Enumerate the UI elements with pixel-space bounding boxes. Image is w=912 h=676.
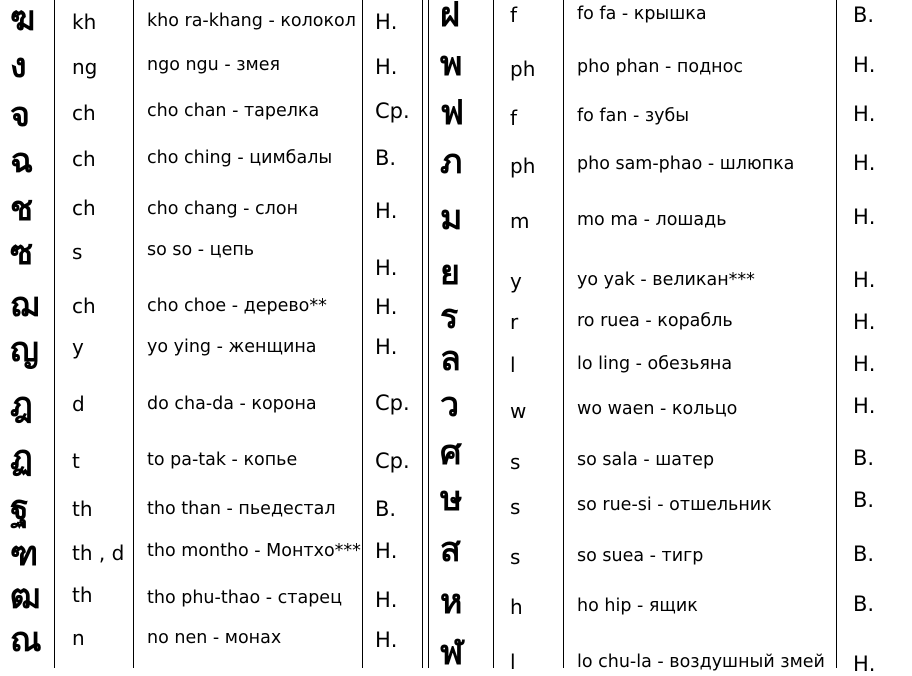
letter-name: no nen - монах bbox=[147, 628, 282, 648]
transliteration: th bbox=[72, 497, 93, 521]
consonant-class: Н. bbox=[375, 539, 398, 563]
thai-letter: ษ bbox=[440, 479, 463, 519]
transliteration: m bbox=[510, 209, 530, 233]
consonant-class: Н. bbox=[853, 652, 876, 676]
thai-letter: ฎ bbox=[10, 385, 33, 425]
letter-name: cho choe - дерево** bbox=[147, 296, 327, 316]
thai-letter: ฆ bbox=[10, 0, 36, 39]
letter-name: to pa-tak - копье bbox=[147, 450, 298, 470]
thai-letter: ม bbox=[440, 198, 463, 238]
consonant-class: В. bbox=[853, 3, 875, 27]
consonant-class: В. bbox=[853, 542, 875, 566]
transliteration: n bbox=[72, 626, 85, 650]
thai-letter: พ bbox=[440, 44, 463, 84]
thai-letter: ง bbox=[10, 46, 27, 86]
consonant-class: В. bbox=[853, 488, 875, 512]
transliteration: t bbox=[72, 449, 80, 473]
thai-letter: ย bbox=[440, 253, 460, 293]
column-divider bbox=[362, 0, 363, 668]
transliteration: y bbox=[72, 335, 84, 359]
transliteration: ph bbox=[510, 57, 536, 81]
thai-letter: ฐ bbox=[10, 488, 29, 528]
letter-name: cho ching - цимбалы bbox=[147, 148, 333, 168]
transliteration: l bbox=[510, 353, 516, 377]
column-divider bbox=[493, 0, 494, 668]
consonant-class: В. bbox=[853, 446, 875, 470]
transliteration: h bbox=[510, 595, 523, 619]
thai-letter: ณ bbox=[10, 620, 42, 660]
thai-letter: ฟ bbox=[440, 93, 465, 133]
transliteration: s bbox=[510, 495, 521, 519]
letter-name: lo chu-la - воздушный змей bbox=[577, 652, 825, 672]
transliteration: th , d bbox=[72, 541, 125, 565]
consonant-class: Н. bbox=[853, 205, 876, 229]
consonant-class: Н. bbox=[375, 295, 398, 319]
table-divider bbox=[422, 0, 423, 668]
transliteration: d bbox=[72, 392, 85, 416]
consonant-class: Н. bbox=[853, 102, 876, 126]
letter-name: mo ma - лошадь bbox=[577, 210, 727, 230]
transliteration: ch bbox=[72, 147, 96, 171]
consonant-class: Н. bbox=[853, 268, 876, 292]
consonant-class: Н. bbox=[375, 335, 398, 359]
thai-letter: ว bbox=[440, 385, 460, 425]
thai-letter: ร bbox=[440, 297, 459, 337]
transliteration: ch bbox=[72, 294, 96, 318]
transliteration: kh bbox=[72, 10, 97, 34]
letter-name: fo fan - зубы bbox=[577, 106, 690, 126]
thai-letter: ส bbox=[440, 530, 461, 570]
transliteration: s bbox=[510, 450, 521, 474]
thai-letter: ช bbox=[10, 189, 34, 229]
thai-letter: ภ bbox=[440, 142, 463, 182]
consonant-class: Н. bbox=[853, 151, 876, 175]
letter-name: so sala - шатер bbox=[577, 450, 715, 470]
thai-letter: จ bbox=[10, 95, 30, 135]
consonant-class: В. bbox=[853, 592, 875, 616]
transliteration: l bbox=[510, 650, 516, 674]
consonant-class: Н. bbox=[853, 310, 876, 334]
letter-name: ro ruea - корабль bbox=[577, 311, 733, 331]
thai-letter: ฒ bbox=[10, 577, 41, 617]
letter-name: so rue-si - отшельник bbox=[577, 495, 772, 515]
transliteration: ph bbox=[510, 154, 536, 178]
transliteration: r bbox=[510, 310, 519, 334]
letter-name: do cha-da - корона bbox=[147, 394, 317, 414]
column-divider bbox=[54, 0, 55, 668]
letter-name: wo waen - кольцо bbox=[577, 399, 738, 419]
consonant-class: Ср. bbox=[375, 449, 410, 473]
consonant-class: Н. bbox=[375, 55, 398, 79]
transliteration: s bbox=[510, 545, 521, 569]
consonant-class: Н. bbox=[375, 628, 398, 652]
thai-letter: ฬ bbox=[440, 633, 464, 673]
consonant-class: Н. bbox=[853, 352, 876, 376]
consonant-class: Н. bbox=[375, 588, 398, 612]
thai-letter: ฏ bbox=[10, 438, 33, 478]
thai-letter: ฌ bbox=[10, 285, 40, 325]
thai-letter: ศ bbox=[440, 433, 462, 473]
thai-letter: ห bbox=[440, 582, 463, 622]
letter-name: tho montho - Монтхо*** bbox=[147, 541, 361, 561]
letter-name: cho chang - слон bbox=[147, 199, 299, 219]
consonant-class: Н. bbox=[853, 53, 876, 77]
consonant-class: Ср. bbox=[375, 391, 410, 415]
letter-name: kho ra-khang - колокол bbox=[147, 11, 356, 31]
transliteration: th bbox=[72, 583, 93, 607]
column-divider bbox=[133, 0, 134, 668]
column-divider bbox=[836, 0, 837, 668]
transliteration: f bbox=[510, 3, 518, 27]
transliteration: s bbox=[72, 240, 83, 264]
column-divider bbox=[563, 0, 564, 668]
transliteration: y bbox=[510, 269, 522, 293]
transliteration: ch bbox=[72, 196, 96, 220]
letter-name: tho than - пьедестал bbox=[147, 499, 336, 519]
consonant-class: Н. bbox=[375, 199, 398, 223]
thai-letter: ฝ bbox=[440, 0, 460, 35]
letter-name: pho phan - поднос bbox=[577, 57, 743, 77]
transliteration: ch bbox=[72, 101, 96, 125]
letter-name: lo ling - обезьяна bbox=[577, 354, 733, 374]
thai-letter: ฉ bbox=[10, 141, 34, 181]
letter-name: cho chan - тарелка bbox=[147, 101, 320, 121]
letter-name: yo yak - великан*** bbox=[577, 270, 755, 290]
consonant-class: Ср. bbox=[375, 99, 410, 123]
transliteration: f bbox=[510, 106, 518, 130]
letter-name: ngo ngu - змея bbox=[147, 55, 281, 75]
consonant-class: В. bbox=[375, 497, 397, 521]
consonant-class: Н. bbox=[375, 10, 398, 34]
letter-name: ho hip - ящик bbox=[577, 596, 698, 616]
letter-name: so so - цепь bbox=[147, 240, 255, 260]
thai-letter: ซ bbox=[10, 233, 34, 273]
transliteration: ng bbox=[72, 55, 98, 79]
consonant-class: Н. bbox=[853, 394, 876, 418]
letter-name: so suea - тигр bbox=[577, 546, 704, 566]
letter-name: yo ying - женщина bbox=[147, 337, 317, 357]
consonant-class: Н. bbox=[375, 256, 398, 280]
thai-letter: ล bbox=[440, 339, 461, 379]
transliteration: w bbox=[510, 399, 527, 423]
thai-letter: ญ bbox=[10, 330, 39, 370]
letter-name: tho phu-thao - старец bbox=[147, 588, 342, 608]
letter-name: fo fa - крышка bbox=[577, 4, 707, 24]
table-divider bbox=[428, 0, 429, 668]
letter-name: pho sam-phao - шлюпка bbox=[577, 154, 795, 174]
consonant-class: В. bbox=[375, 146, 397, 170]
thai-letter: ฑ bbox=[10, 534, 39, 574]
